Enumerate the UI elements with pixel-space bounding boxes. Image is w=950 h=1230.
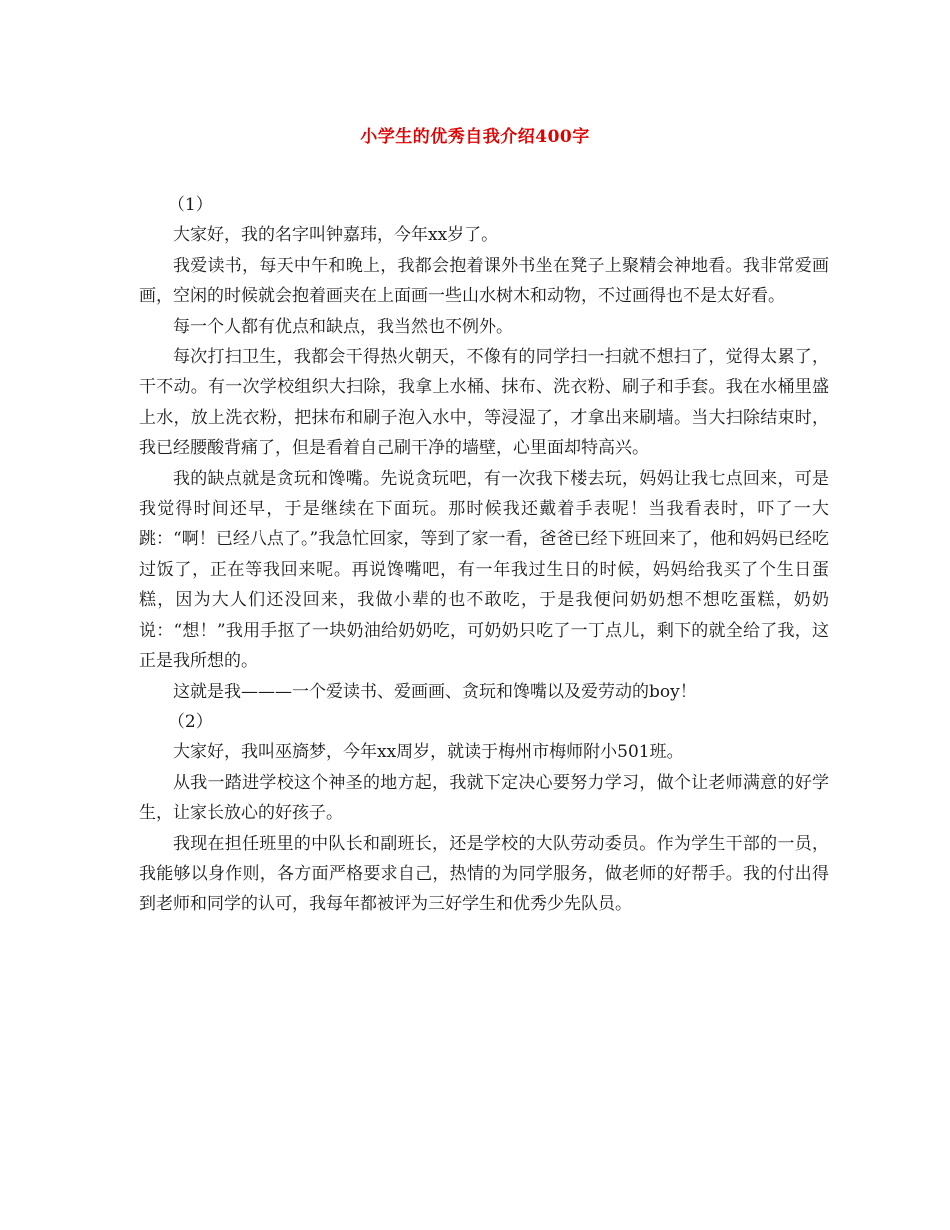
section-heading: （1） — [167, 195, 213, 215]
paragraph: 我的缺点就是贪玩和馋嘴。先说贪玩吧，有一次我下楼去玩，妈妈让我七点回来，可是我觉得时间还早，于是继续在下面玩。那时候我还戴着手表呢！当我看表时，吓了一大跳：“啊！已经八点了。”我急忙回家，等到了家一看，爸爸已经下班回来了，他和妈妈已经吃过饭了，正在等我回来呢。再说馋嘴吧，有一年我过生日的时候，妈妈给我买了个生日蛋糕，因为大人们还没回来，我做小辈的也不敢吃，于是我便问奶奶想不想吃蛋糕，奶奶说：“想！”我用手抠了一块奶油给奶奶吃，可奶奶只吃了一丁点儿，剩下的就全给了我，这正是我所想的。 — [139, 468, 829, 672]
paragraph: 每次打扫卫生，我都会干得热火朝天，不像有的同学扫一扫就不想扫了，觉得太累了，干不动。有一次学校组织大扫除，我拿上水桶、抹布、洗衣粉、刷子和手套。我在水桶里盛上水，放上洗衣粉，把抹布和刷子泡入水中，等浸湿了，才拿出来刷墙。当大扫除结束时，我已经腰酸背痛了，但是看着自己刷干净的墙壁，心里面却特高兴。 — [139, 347, 829, 459]
paragraph: 我爱读书，每天中午和晚上，我都会抱着课外书坐在凳子上聚精会神地看。我非常爱画画，空闲的时候就会抱着画夹在上面画一些山水树木和动物，不过画得也不是太好看。 — [139, 255, 829, 307]
paragraph: 每一个人都有优点和缺点，我当然也不例外。 — [173, 316, 513, 337]
section-heading: （2） — [167, 711, 213, 732]
paragraph: 大家好，我叫巫旖梦，今年xx周岁，就读于梅州市梅师附小501班。 — [173, 742, 684, 763]
document-title: 小学生的优秀自我介绍400字 — [360, 127, 590, 147]
paragraph: 大家好，我的名字叫钟嘉玮，今年xx岁了。 — [173, 225, 499, 246]
document-body — [139, 190, 829, 920]
paragraph: 从我一踏进学校这个神圣的地方起，我就下定决心要努力学习，做个让老师满意的好学生，让家长放心的好孩子。 — [139, 772, 829, 824]
paragraph: 我现在担任班里的中队长和副班长，还是学校的大队劳动委员。作为学生干部的一员，我能够以身作则，各方面严格要求自己，热情的为同学服务，做老师的好帮手。我的付出得到老师和同学的认可，我每年都被评为三好学生和优秀少先队员。 — [139, 833, 829, 915]
paragraph: 这就是我———一个爱读书、爱画画、贪玩和馋嘴以及爱劳动的boy！ — [173, 681, 697, 702]
